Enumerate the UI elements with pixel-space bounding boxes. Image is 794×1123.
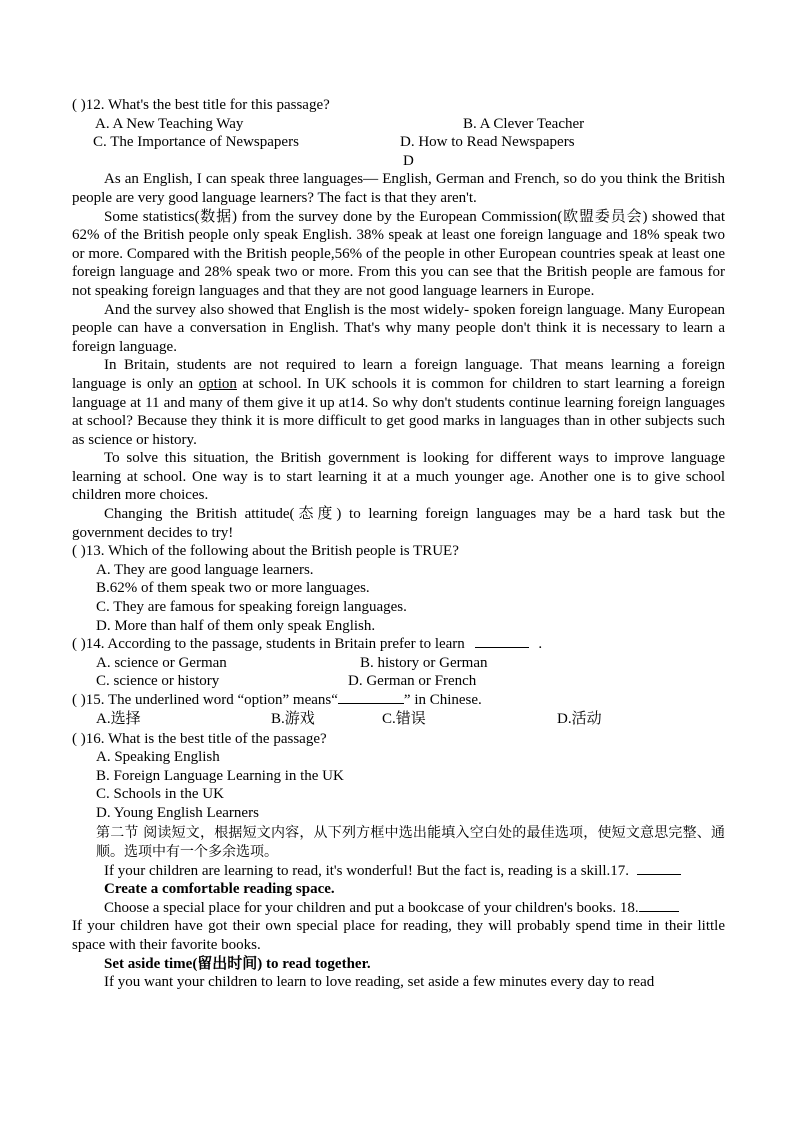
passage-paragraph-4-text-a: In Britain, students are not required to learn a foreign language. That means learning a foreign language is only an	[72, 357, 725, 392]
section-2-paragraph-2-line1	[72, 899, 725, 918]
passage-label-row	[72, 152, 725, 171]
question-15-option-b: B.游戏	[271, 710, 315, 727]
question-12-option-d: D. How to Read Newspapers	[400, 134, 575, 151]
question-14-blank	[475, 647, 529, 648]
blank-18	[639, 911, 679, 912]
question-12-option-c: C. The Importance of Newspapers	[93, 134, 299, 151]
question-14-option-c: C. science or history	[96, 673, 220, 690]
question-14-option-b: B. history or German	[360, 654, 488, 671]
heading-reading-space: Create a comfortable reading space.	[104, 881, 335, 898]
passage-paragraph-3	[72, 301, 725, 357]
question-12-stem: ( )12. What's the best title for this passage?	[72, 97, 330, 113]
question-15-stem-b: ” in Chinese.	[403, 692, 482, 708]
question-12-option-b: B. A Clever Teacher	[463, 115, 585, 132]
section-2-paragraph-1-text: If your children are learning to read, it's wonderful! But the fact is, reading is a skill.17.	[104, 862, 630, 879]
question-13-option-a: A. They are good language learners.	[96, 561, 314, 578]
passage-paragraph-4-text-b: at school. In UK schools it is common for children to start learning a foreign language at 11 and many of them give it up at14. So why don't students continue learning foreign languages at school? Because they think it is more difficult to get good marks in languages than in other subjects such as science or history.	[72, 375, 725, 448]
passage-paragraph-2	[72, 208, 725, 301]
passage-paragraph-5-text: To solve this situation, the British government is looking for different ways to improve language learning at school. One way is to start learning it at a much younger age. Another one is to give school children more choices.	[72, 450, 725, 504]
section-2-paragraph-2-text-b: If your children have got their own special place for reading, they will probably spend time in their little space with their favorite books.	[72, 918, 725, 953]
question-14-option-d: D. German or French	[348, 673, 477, 690]
question-15-stem-row	[72, 691, 725, 710]
heading-set-aside-time: Set aside time(留出时间) to read together.	[104, 955, 371, 972]
section-2-instruction: 第二节 阅读短文，根据短文内容，从下列方框中选出能填入空白处的最佳选项，使短文意思完整、通顺。选项中有一个多余选项。	[96, 824, 725, 860]
passage-paragraph-6-text: Changing the British attitude(态度) to learning foreign languages may be a hard task but the government decides to try!	[72, 506, 725, 541]
question-16-option-a: A. Speaking English	[96, 749, 220, 766]
question-12-options-row2	[72, 133, 725, 152]
passage-paragraph-3-text: And the survey also showed that English is the most widely- spoken foreign language. Many European people can have a conversation in English. That's why many people don't think it is necessary to learn a foreign language.	[72, 301, 725, 355]
question-14-option-a: A. science or German	[96, 654, 227, 671]
question-13-stem: ( )13. Which of the following about the British people is TRUE?	[72, 543, 459, 560]
passage-paragraph-2-text: Some statistics(数据) from the survey done by the European Commission(欧盟委员会) showed that 62% of the British people only speak English. 38% speak at least one foreign language and 18% speak two or more. Compared with the British people,56% of the people in other European countries speak at least one foreign language and 28% speak two or more. From this you can see that the British people are famous for not speaking foreign languages and that they are not good language learners in Europe.	[72, 208, 725, 299]
question-16-option-d: D. Young English Learners	[96, 804, 259, 821]
question-12-option-a: A. A New Teaching Way	[95, 115, 244, 132]
question-16-option-b: B. Foreign Language Learning in the UK	[96, 767, 344, 784]
passage-paragraph-6	[72, 505, 725, 542]
question-13-option-d: D. More than half of them only speak English.	[96, 617, 376, 634]
question-15-stem-a: ( )15. The underlined word “option” means“	[72, 692, 338, 708]
question-15-option-a: A.选择	[96, 710, 141, 727]
question-15-option-d: D.活动	[557, 710, 602, 727]
question-16-stem: ( )16. What is the best title of the passage?	[72, 730, 327, 747]
question-13-option-c: C. They are famous for speaking foreign languages.	[96, 599, 407, 616]
question-13-option-b: B.62% of them speak two or more languages.	[96, 580, 370, 597]
question-12-options-row1	[72, 115, 725, 134]
section-2-paragraph-1	[72, 862, 725, 881]
passage-paragraph-4	[72, 356, 725, 449]
question-16-option-c: C. Schools in the UK	[96, 786, 224, 803]
question-14-stem-row	[72, 635, 725, 654]
question-15-options-row	[72, 710, 725, 730]
passage-label: D	[403, 152, 414, 169]
underlined-word-option: option	[198, 375, 237, 392]
question-14-options-row1	[72, 654, 725, 673]
section-2-paragraph-2-text-a: Choose a special place for your children and put a bookcase of your children's books. 18.	[104, 899, 639, 916]
question-14-end: .	[538, 636, 543, 653]
question-15-blank	[338, 703, 404, 704]
question-14-stem: ( )14. According to the passage, students in Britain prefer to learn	[72, 636, 465, 653]
question-15-option-c: C.错误	[382, 710, 426, 727]
question-14-options-row2	[72, 672, 725, 691]
exam-page	[72, 96, 725, 992]
passage-paragraph-1-text: As an English, I can speak three languages— English, German and French, so do you think the British people are very good language learners? The fact is that they aren't.	[72, 171, 725, 206]
blank-17	[637, 874, 681, 875]
passage-paragraph-1	[72, 170, 725, 207]
section-2-paragraph-3: If you want your children to learn to love reading, set aside a few minutes every day to read	[104, 974, 655, 991]
passage-paragraph-5	[72, 449, 725, 505]
